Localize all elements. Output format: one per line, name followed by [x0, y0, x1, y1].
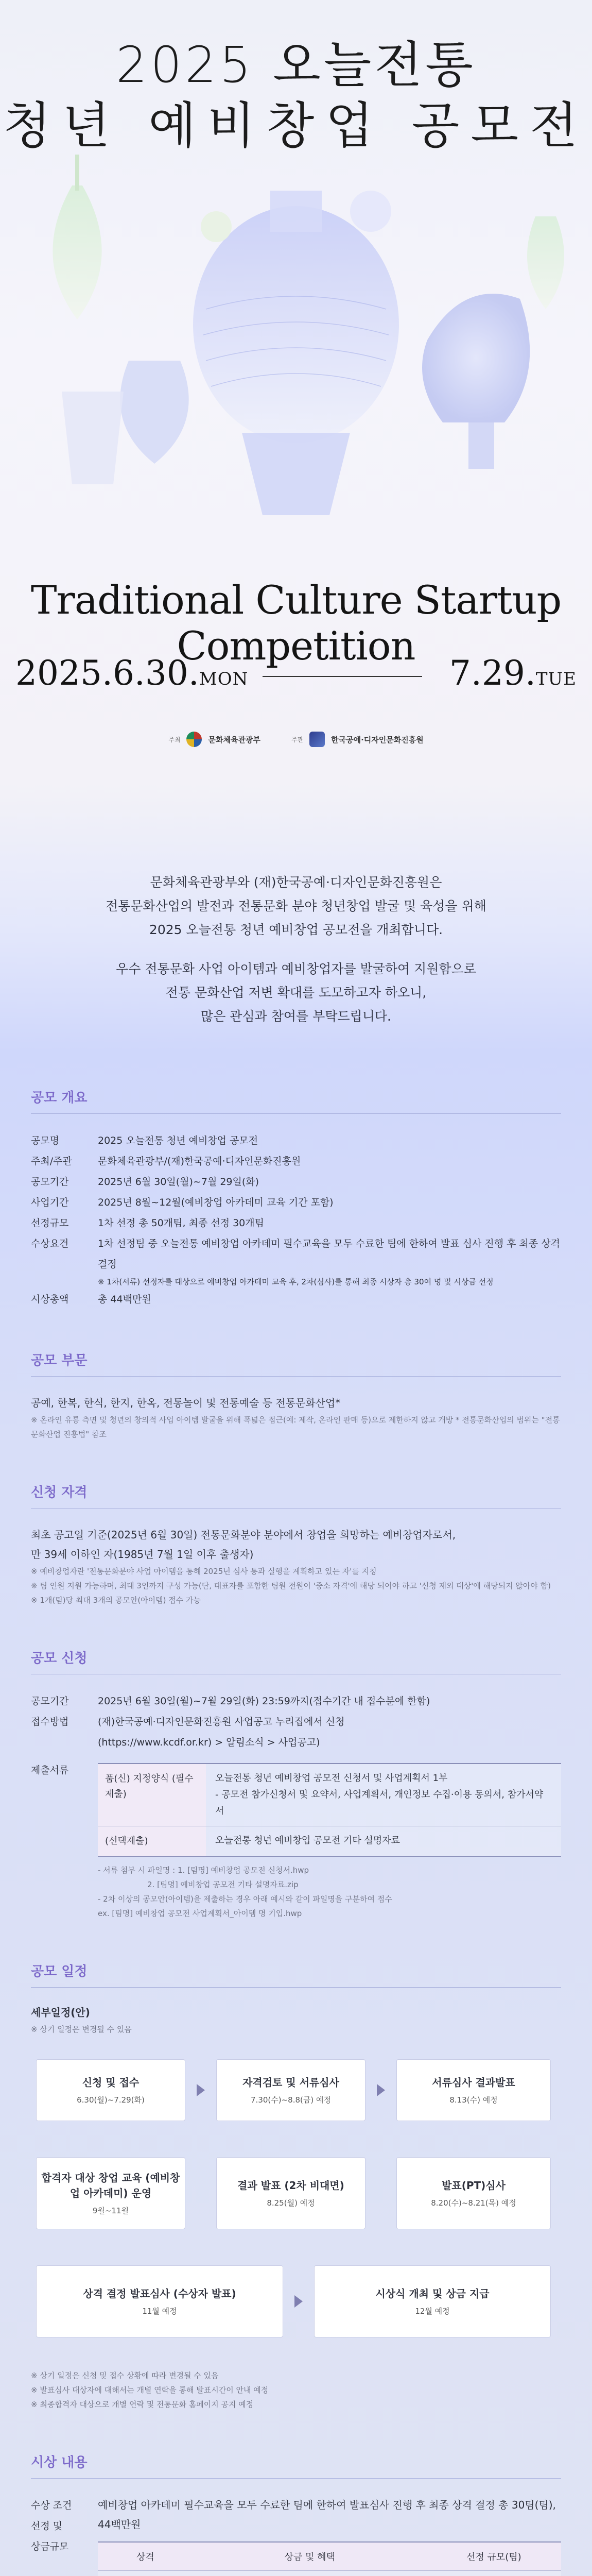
intro-line: 우수 전통문화 사업 아이템과 예비창업자를 발굴하여 지원함으로: [116, 961, 476, 976]
docs-item: - 공모전 참가신청서 및 요약서, 사업계획서, 개인정보 수집·이용 동의서, 참가서약서: [215, 1789, 544, 1817]
hero-title-line2: 청년 예비창업 공모전: [3, 97, 589, 155]
table-cell: [427, 2571, 561, 2576]
step-title: 발표(PT)심사: [442, 2179, 506, 2192]
awards-label: 선정 및: [31, 2520, 63, 2532]
category-text: 공예, 한복, 한식, 한지, 한옥, 전통놀이 및 전통예술 등 전통문화산업*: [31, 1397, 341, 1409]
overview-row: [31, 1213, 561, 1233]
hero-section: [0, 0, 592, 783]
ministry-logo-icon: [186, 732, 202, 747]
awards-label: 상금규모: [31, 2541, 69, 2552]
step-title: 결과 발표 (2차 비대면): [237, 2179, 344, 2192]
step-box: [396, 2059, 551, 2121]
eligibility-title: 신청 자격: [31, 1482, 561, 1509]
docs-row: [31, 1760, 561, 1921]
schedule-note: ※ 발표심사 대상자에 대해서는 개별 연락을 통해 발표시간이 안내 예정: [31, 2385, 269, 2395]
row-key: 수상요건: [31, 1238, 69, 1249]
docs-table: [98, 1763, 561, 1857]
category-note: ※ 온라인 유통 측면 및 청년의 창의적 사업 아이템 발굴을 위해 폭넓은 접근(예: 제작, 온라인 판매 등)으로 제한하지 않고 개방 * 전통문화산업의 범위는 "전통문화산업 진흥법" 참조: [31, 1415, 560, 1439]
row-key: 공모명: [31, 1135, 60, 1146]
hero-illustration: [0, 155, 592, 556]
eligibility-text: 최초 공고일 기준(2025년 6월 30일) 전통문화분야 분야에서 창업을 희망하는 예비창업자로서,: [31, 1529, 456, 1541]
step-title: 합격자 대상 창업 교육 (예비창업 아카데미) 운영: [41, 2172, 180, 2199]
end-date: [449, 653, 577, 693]
schedule-note: ※ 최종합격자 대상으로 개별 연락 및 전통문화 홈페이지 공지 예정: [31, 2400, 254, 2409]
start-date-day: MON: [199, 669, 249, 689]
awards-label: 수상 조건: [31, 2500, 72, 2511]
intro-line: 문화체육관광부와 (재)한국공예·디자인문화진흥원은: [150, 875, 442, 890]
step-title: 신청 및 접수: [82, 2076, 140, 2089]
table-header: 상격: [98, 2542, 193, 2571]
docs-optional-row: [98, 1826, 561, 1856]
kcdf-logo-icon: [309, 732, 325, 747]
content-section: [0, 1051, 592, 2576]
table-header: 상금 및 혜택: [193, 2542, 427, 2571]
step-title: 자격검토 및 서류심사: [242, 2076, 339, 2089]
awards-desc: 예비창업 아카데미 필수교육을 모두 수료한 팀에 한하여 발표심사 진행 후 최종 상격 결정 총 30팀(팀), 44백만원: [98, 2499, 556, 2531]
docs-note: - 2차 이상의 공모안(아이템)을 제출하는 경우 아래 예시와 같이 파일명을 구분하여 접수: [98, 1894, 392, 1904]
overview-row: [31, 1151, 561, 1172]
english-title: Traditional Culture Startup Competition: [30, 577, 562, 669]
host-name: 문화체육관광부: [208, 735, 260, 744]
step-date: 9월~11월: [92, 2206, 129, 2215]
overview-row: [31, 1233, 561, 1275]
row-key: 공모기간: [31, 1176, 69, 1188]
application-row: [31, 1691, 561, 1711]
host-logo-group: [168, 732, 260, 747]
docs-optional-label: (선택제출): [98, 1826, 206, 1856]
awards-title: 시상 내용: [31, 2452, 561, 2479]
schedule-section: [31, 1961, 561, 2412]
eligibility-note: ※ 1개(팀)당 최대 3개의 공모안(아이템) 접수 가능: [31, 1596, 201, 1605]
schedule-subnote: ※ 상기 일정은 변경될 수 있음: [31, 2025, 132, 2034]
step-box: [216, 2059, 365, 2121]
overview-section: [31, 1087, 561, 1310]
docs-label: 제출서류: [31, 1765, 69, 1776]
arrow-right-icon: [294, 2295, 303, 2308]
docs-required-label: 품(신) 지정양식 (필수제출): [98, 1764, 206, 1826]
step-box: [36, 2059, 185, 2121]
organizer-logo-group: [291, 732, 424, 747]
schedule-note: ※ 상기 일정은 신청 및 접수 상황에 따라 변경될 수 있음: [31, 2371, 219, 2380]
application-row: [31, 1732, 561, 1753]
schedule-subtitle: 세부일정(안): [31, 2006, 90, 2019]
award-note: ※ 1차(서류) 선정자를 대상으로 예비창업 아카데미 교육 후, 2차(심사)를 통해 최종 시상자 총 30여 명 및 시상금 선정: [98, 1277, 494, 1286]
row-key: 공모기간: [31, 1696, 69, 1707]
period-divider-line: [263, 676, 422, 677]
start-date-value: 2025.6.30.: [15, 653, 199, 693]
row-value: 2025년 6월 30일(월)~7월 29일(화): [98, 1176, 259, 1188]
row-key: 사업기간: [31, 1197, 69, 1208]
step-date: 8.20(수)~8.21(목) 예정: [431, 2198, 516, 2208]
step-date: 12월 예정: [415, 2307, 450, 2316]
organizer-name: 한국공예·디자인문화진흥원: [331, 735, 424, 744]
schedule-title: 공모 일정: [31, 1961, 561, 1988]
row-key: 접수방법: [31, 1716, 69, 1727]
start-date: [15, 653, 248, 693]
overview-row: [31, 1172, 561, 1192]
end-date-value: 7.29.: [449, 653, 536, 693]
overview-row: [31, 1289, 561, 1310]
organizer-logos: [0, 732, 592, 747]
table-cell: [193, 2571, 427, 2576]
row-value: 총 44백만원: [98, 1294, 151, 1305]
eligibility-section: [31, 1482, 561, 1607]
awards-table: [98, 2541, 561, 2576]
overview-row: [31, 1130, 561, 1151]
overview-row: [31, 1192, 561, 1213]
step-box: [36, 2157, 185, 2229]
row-value: 2025년 6월 30일(월)~7월 29일(화) 23:59까지(접수기간 내 접수분에 한함): [98, 1696, 430, 1707]
application-row: [31, 1711, 561, 1732]
intro-line: 많은 관심과 참여를 부탁드립니다.: [201, 1009, 391, 1024]
intro-line: 2025 오늘전통 청년 예비창업 공모전을 개최합니다.: [149, 922, 443, 937]
application-section: [31, 1648, 561, 1921]
row-key: 시상총액: [31, 1294, 69, 1305]
end-date-day: TUE: [535, 669, 577, 689]
eligibility-note: ※ 팀 인원 지원 가능하며, 최대 3인까지 구성 가능(단, 대표자를 포함한 팀원 전원이 '중소 자격'에 해당 되어야 하고 '신청 제외 대상'에 해당되지 않아야 함): [31, 1581, 551, 1590]
docs-note: ex. [팀명] 예비창업 공모전 사업계획서_아이템 명 기입.hwp: [98, 1909, 302, 1918]
step-date: 6.30(월)~7.29(화): [77, 2095, 145, 2105]
step-date: 8.25(월) 예정: [267, 2198, 315, 2208]
step-title: 시상식 개최 및 상금 지급: [375, 2287, 490, 2300]
table-cell: [98, 2571, 193, 2576]
table-row: [98, 2571, 561, 2576]
intro-line: 전통 문화산업 저변 확대를 도모하고자 하오니,: [165, 985, 427, 1000]
row-key: 선정규모: [31, 1217, 69, 1229]
overview-title: 공모 개요: [31, 1087, 561, 1114]
docs-item: 오늘전통 청년 예비창업 공모전 신청서 및 사업계획서 1부: [215, 1773, 448, 1784]
eligibility-text: 만 39세 이하인 자(1985년 7월 1일 이후 출생자): [31, 1548, 254, 1561]
table-header: 선정 규모(팀): [427, 2542, 561, 2571]
docs-item: 오늘전통 청년 예비창업 공모전 기타 설명자료: [206, 1826, 561, 1856]
schedule-flow: [31, 2049, 561, 2368]
period-dates: [15, 653, 577, 694]
row-value: 문화체육관광부/(재)한국공예·디자인문화진흥원: [98, 1156, 301, 1167]
category-title: 공모 부문: [31, 1350, 561, 1377]
hero-title-line1: 2025 오늘전통: [116, 36, 476, 94]
arrow-right-icon: [377, 2084, 385, 2096]
host-role: 주최: [168, 736, 181, 743]
step-title: 서류심사 결과발표: [432, 2076, 515, 2089]
row-value: 1차 선정팀 중 오늘전통 예비창업 아카데미 필수교육을 모두 수료한 팀에 한하여 발표 심사 진행 후 최종 상격 결정: [98, 1238, 560, 1270]
intro-line: 전통문화산업의 발전과 전통문화 분야 청년창업 발굴 및 육성을 위해: [106, 899, 486, 913]
step-title: 상격 결정 발표심사 (수상자 발표): [83, 2287, 236, 2300]
homepage-link[interactable]: (https://www.kcdf.or.kr) > 알림소식 > 사업공고): [98, 1737, 320, 1748]
docs-required-row: [98, 1764, 561, 1826]
row-value: 2025 오늘전통 청년 예비창업 공모전: [98, 1135, 258, 1146]
row-key: 주최/주관: [31, 1156, 72, 1167]
awards-section: [31, 2452, 561, 2576]
docs-note: 2. [팀명] 예비창업 공모전 기타 설명자료.zip: [147, 1880, 299, 1889]
row-value: 1차 선정 총 50개팀, 최종 선정 30개팀: [98, 1217, 264, 1229]
category-section: [31, 1350, 561, 1442]
arrow-right-icon: [197, 2084, 205, 2096]
step-date: 11월 예정: [142, 2307, 177, 2316]
docs-note: - 서류 첨부 시 파일명 : 1. [팀명] 예비창업 공모전 신청서.hwp: [98, 1866, 309, 1875]
overview-note-row: [31, 1275, 561, 1289]
organizer-role: 주관: [291, 736, 304, 743]
step-box: [216, 2157, 365, 2229]
step-box: [36, 2265, 283, 2337]
eligibility-note: ※ 예비창업자란 '전통문화분야 사업 아이템을 통해 2025년 심사 통과 실행을 계획하고 있는 자'를 지칭: [31, 1567, 377, 1576]
row-value: (재)한국공예·디자인문화진흥원 사업공고 누리집에서 신청: [98, 1716, 345, 1727]
row-key: [31, 1732, 98, 1753]
hero-title: [0, 35, 592, 157]
step-date: 8.13(수) 예정: [449, 2095, 498, 2105]
intro-section: [0, 783, 592, 1051]
application-title: 공모 신청: [31, 1648, 561, 1674]
step-box: [314, 2265, 551, 2337]
row-value: 2025년 8월~12월(예비창업 아카데미 교육 기간 포함): [98, 1197, 334, 1208]
step-box: [396, 2157, 551, 2229]
step-date: 7.30(수)~8.8(금) 예정: [251, 2095, 331, 2105]
